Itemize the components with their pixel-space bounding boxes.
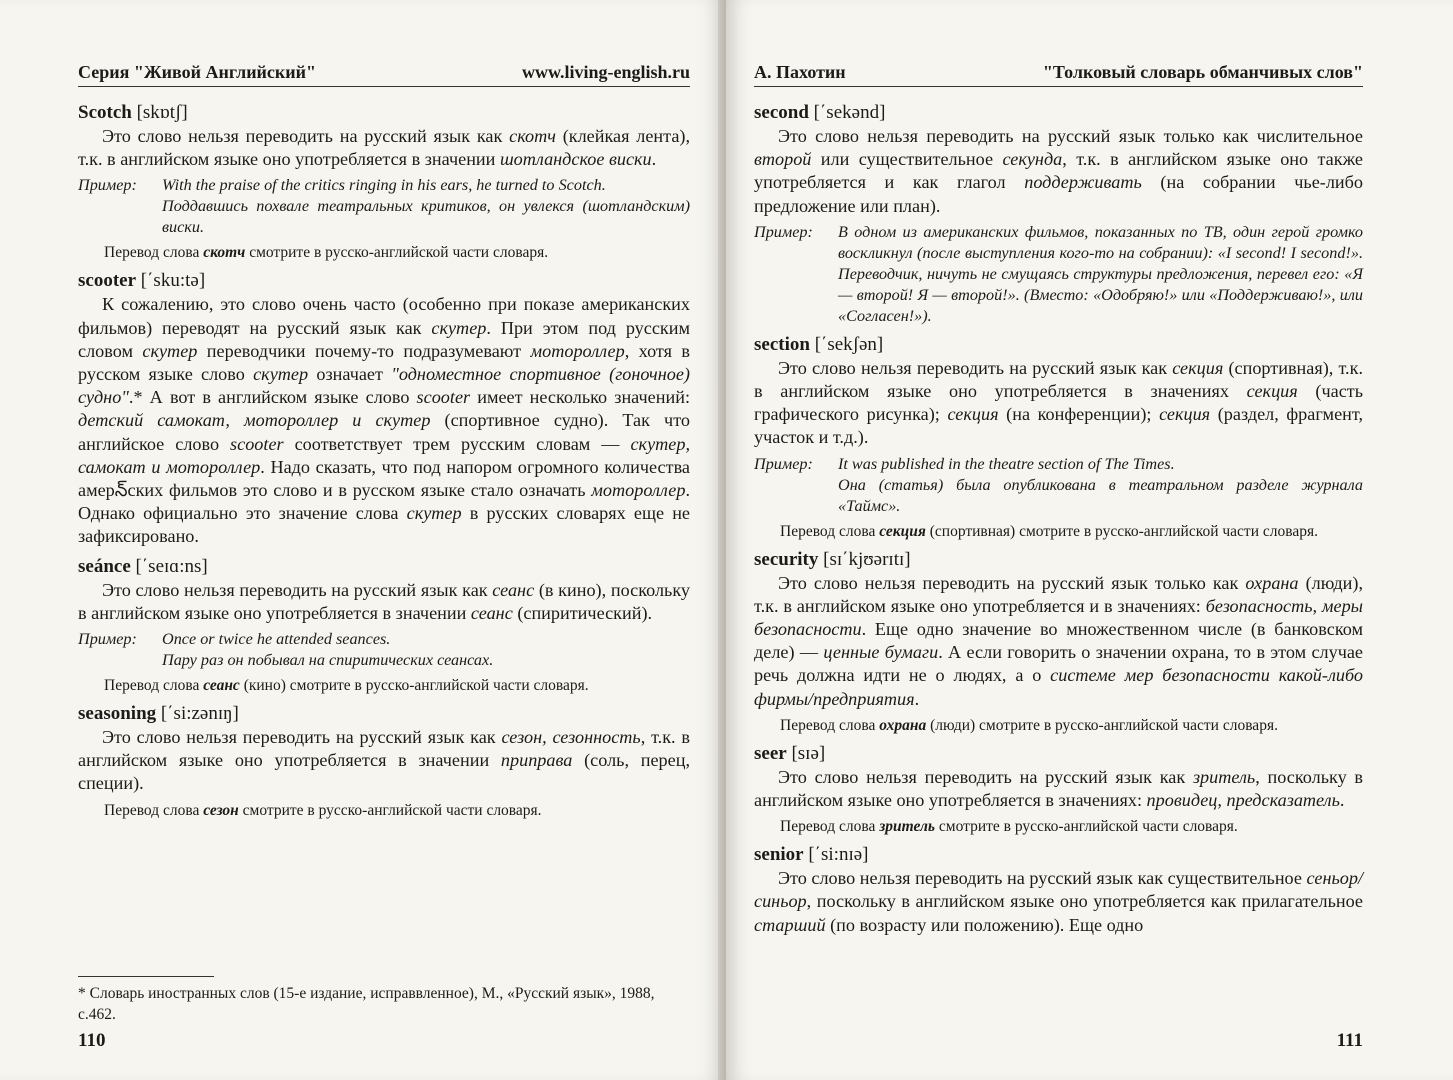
dictionary-entry xyxy=(78,555,690,696)
right-page xyxy=(726,0,1453,1080)
author-name: А. Пахотин xyxy=(754,62,846,82)
entry-definition: Это слово нельзя переводить на русский язык только как охрана (люди), т.к. в английском языке оно употребляется и в значениях: безопасность, меры безопасности. Еще одно значение во множественном числе (в банковском деле) — ценные бумаги. А если говорить о значении охрана, то в этом случае речь должна идти не о людях, а о системе мер безопасности какой-либо фирмы/предприятия. xyxy=(754,572,1363,709)
transcription: [sɪ΄kjʊərɪtɪ] xyxy=(818,548,911,570)
headword: seasoning xyxy=(78,703,157,725)
entry-example xyxy=(754,222,1363,327)
dictionary-entry xyxy=(78,101,690,263)
example-label: Пример: xyxy=(754,454,813,473)
example-line: With the praise of the critics ringing in his ears, he turned to Scotch. xyxy=(162,176,606,195)
dictionary-entry xyxy=(78,702,690,821)
entry-definition: Это слово нельзя переводить на русский язык как скотч (клейкая лента), т.к. в английском языке оно употребляется в значении шотландское виски. xyxy=(78,126,690,170)
cross-reference: Перевод слова сеанс (кино) смотрите в русско-английской части словаря. xyxy=(104,677,589,695)
series-title: Серия "Живой Английский" xyxy=(78,62,317,82)
transcription: [skɒtʃ] xyxy=(131,102,188,123)
transcription: [΄sekənd] xyxy=(808,102,886,123)
entry-example xyxy=(78,629,690,671)
dictionary-entry xyxy=(754,548,1363,736)
transcription: [sɪə] xyxy=(786,742,826,764)
entry-headword xyxy=(754,548,1363,572)
example-text xyxy=(838,454,1363,517)
dictionary-entry xyxy=(754,101,1363,327)
headword: section xyxy=(754,333,810,355)
example-line: It was published in the theatre section of The Times. xyxy=(838,454,1175,473)
entry-definition: Это слово нельзя переводить на русский язык как сезон, сезонность, т.к. в английском языке оно употребляется в значении приправа (соль, перец, специи). xyxy=(78,727,690,794)
dictionary-entry xyxy=(78,269,690,548)
dictionary-entry xyxy=(754,333,1363,542)
cross-reference: Перевод слова охрана (люди) смотрите в русско-английской части словаря. xyxy=(780,716,1278,734)
entry-headword xyxy=(754,333,1363,357)
example-line: Поддавшись похвале театральных критиков, он увлекся (шотландским) виски. xyxy=(162,197,690,237)
book-title: "Толковый словарь обманчивых слов" xyxy=(1042,62,1363,82)
headword: seer xyxy=(754,742,787,764)
transcription: [΄seɪɑ:ns] xyxy=(130,555,208,577)
entry-definition: Это слово нельзя переводить на русский язык как сеанс (в кино), поскольку в английском языке оно употребляется в значении сеанс (спиритический). xyxy=(78,579,691,623)
page-number: 111 xyxy=(1336,1030,1363,1051)
entry-headword xyxy=(78,101,690,125)
entries xyxy=(754,101,1363,937)
entry-example xyxy=(754,454,1363,517)
headword: senior xyxy=(754,844,804,866)
entry-definition: Это слово нельзя переводить на русский язык как секция (спортивная), т.к. в английском языке оно употребляется в значениях секция (часть графического рисунка); секция (на конференции); секция (раздел, фрагмент, участок и т.д.). xyxy=(754,357,1364,448)
site-url: www.living-english.ru xyxy=(521,62,690,82)
entry-definition: Это слово нельзя переводить на русский язык как зритель, поскольку в английском языке оно употребляется в значениях: провидец, предсказатель. xyxy=(754,766,1364,811)
cross-reference: Перевод слова зритель смотрите в русско-английской части словаря. xyxy=(780,818,1238,836)
example-label: Пример: xyxy=(78,630,137,649)
cross-reference: Перевод слова скотч смотрите в русско-английской части словаря. xyxy=(104,244,549,262)
example-label: Пример: xyxy=(78,176,137,195)
transcription: [΄sekʃən] xyxy=(809,333,884,355)
transcription: [΄si:nɪə] xyxy=(803,844,869,866)
page-number: 110 xyxy=(78,1030,106,1051)
example-line: Она (статья) была опубликована в театральном разделе журнала «Таймс». xyxy=(838,475,1363,515)
running-header xyxy=(754,62,1363,87)
example-line: Once or twice he attended seances. xyxy=(162,630,391,649)
footnote-divider xyxy=(78,976,214,977)
headword: seánce xyxy=(78,555,131,577)
example-label: Пример: xyxy=(754,222,813,241)
running-header xyxy=(78,62,690,87)
example-text xyxy=(838,222,1363,327)
headword: scooter xyxy=(78,270,137,292)
entry-headword xyxy=(754,843,1363,867)
entry-headword xyxy=(78,269,690,293)
entry-headword xyxy=(78,702,690,726)
transcription: [΄sku:tə] xyxy=(136,270,206,292)
transcription: [΄si:zənɪŋ] xyxy=(156,703,239,725)
entry-headword xyxy=(78,555,690,579)
headword: security xyxy=(754,548,819,570)
entry-headword xyxy=(754,742,1363,766)
entries xyxy=(78,101,690,821)
example-line: В одном из американских фильмов, показанных по ТВ, один герой громко воскликнул (после выступления кого-то на собрании): «I second! I second!». Переводчик, ничуть не смущаясь структуры предложения, перевел его: «Я — второй! Я — второй!». (Вместо: «Одобряю!» или «Поддерживаю!», или «Согласен!»). xyxy=(838,222,1363,325)
entry-definition: К сожалению, это слово очень часто (особенно при показе американских фильмов) переводят на русский язык как скутер. При этом под русским словом скутер переводчики почему-то подразумевают мотороллер, хотя в русском языке слово скутер означает "одноместное спортивное (гоночное) судно".* А вот в английском языке слово scooter имеет несколько значений: детский самокат, мотороллер и скутер (спортивное судно). Так что английское слово scooter соответствует трем русским словам — скутер, самокат и мотороллер. Надо сказать, что под напором огромного количества амерన్ских фильмов это слово и в русском языке стало означать мотороллер. Однако официально это значение слова скутер в русских словарях еще не зафиксировано. xyxy=(78,294,691,547)
example-text xyxy=(162,175,690,238)
headword: Scotch xyxy=(78,102,132,123)
entry-example xyxy=(78,175,690,238)
footnote: * Словарь иностранных слов (15-е издание, исправвленное), М., «Русский язык», 1988, с.462. xyxy=(78,985,655,1023)
example-line: Пару раз он побывал на спиритических сеансах. xyxy=(162,651,494,670)
headword: second xyxy=(754,102,809,123)
cross-reference: Перевод слова секция (спортивная) смотрите в русско-английской части словаря. xyxy=(780,522,1318,540)
example-text xyxy=(162,629,690,671)
cross-reference: Перевод слова сезон смотрите в русско-английской части словаря. xyxy=(104,801,542,819)
dictionary-entry xyxy=(754,742,1363,837)
entry-headword xyxy=(754,101,1363,125)
entry-definition: Это слово нельзя переводить на русский язык как существительное сеньор/синьор, поскольку в английском языке оно употребляется как прилагательное старший (по возрасту или положению). Еще одно xyxy=(754,868,1363,935)
dictionary-entry xyxy=(754,843,1363,937)
left-page xyxy=(0,0,724,1080)
entry-definition: Это слово нельзя переводить на русский язык только как числительное второй или существительное секунда, т.к. в английском языке оно также употребляется и как глагол поддерживать (на собрании чье-либо предложение или план). xyxy=(754,126,1364,216)
